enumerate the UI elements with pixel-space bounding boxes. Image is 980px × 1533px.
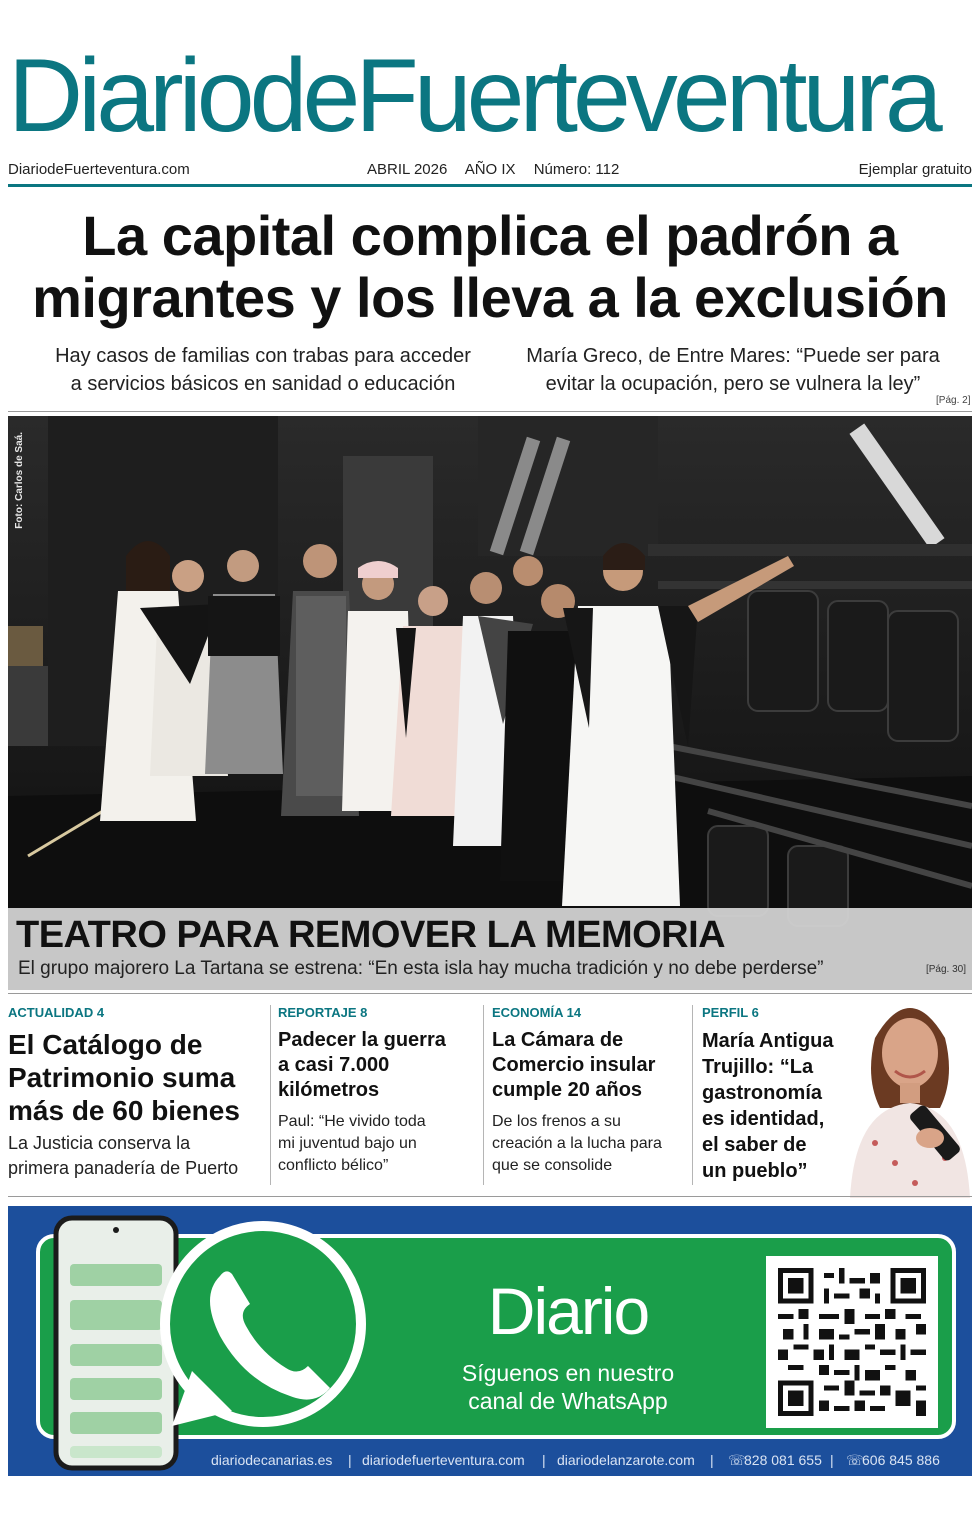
photo-subhead: El grupo majorero La Tartana se estrena: “En esta isla hay mucha tradición y no debe perderse” bbox=[18, 958, 824, 979]
ad-brand: Diario bbox=[487, 1274, 649, 1348]
footer-phone-2[interactable]: 606 845 886 bbox=[862, 1452, 940, 1468]
teaser-body-line: que se consolide bbox=[492, 1157, 613, 1174]
lead-headline-line: La capital complica el padrón a bbox=[82, 204, 898, 267]
teaser-title-line: María Antigua bbox=[702, 1030, 834, 1052]
lead-subhead-left bbox=[28, 342, 498, 398]
column-separator bbox=[270, 1005, 271, 1185]
footer-separator: | bbox=[710, 1452, 714, 1468]
profile-portrait bbox=[845, 983, 975, 1198]
lead-subhead-right bbox=[498, 342, 968, 398]
lead-divider bbox=[8, 411, 972, 412]
photo-divider bbox=[8, 993, 972, 994]
footer-separator: | bbox=[542, 1452, 546, 1468]
section-label: PERFIL 6 bbox=[702, 1005, 759, 1020]
teaser-perfil[interactable] bbox=[702, 1005, 852, 1185]
subhead-line: evitar la ocupación, pero se vulnera la ley” bbox=[545, 373, 921, 395]
section-label: ECONOMÍA 14 bbox=[492, 1005, 582, 1020]
masthead-divider bbox=[8, 184, 972, 187]
teaser-body bbox=[278, 1111, 478, 1177]
teaser-body-line: mi juventud bajo un bbox=[278, 1135, 417, 1152]
teaser-title-line: La Cámara de bbox=[492, 1029, 624, 1051]
column-separator bbox=[483, 1005, 484, 1185]
issue-number: Número: 112 bbox=[533, 161, 620, 178]
photo-headline[interactable]: TEATRO PARA REMOVER LA MEMORIA bbox=[16, 914, 726, 956]
footer-link-lanzarote[interactable]: diariodelanzarote.com bbox=[557, 1452, 695, 1468]
teaser-body bbox=[492, 1111, 687, 1177]
phone-icon: ☏ bbox=[728, 1452, 746, 1468]
ad-text-line: canal de WhatsApp bbox=[468, 1388, 668, 1414]
lead-headline[interactable] bbox=[8, 205, 972, 329]
teaser-body-line: Paul: “He vivido toda bbox=[278, 1113, 426, 1130]
qr-code-icon[interactable] bbox=[766, 1256, 938, 1428]
free-copy-label: Ejemplar gratuito bbox=[858, 161, 972, 178]
teaser-title bbox=[492, 1028, 687, 1103]
teaser-actualidad[interactable] bbox=[8, 1005, 268, 1185]
teaser-reportaje[interactable] bbox=[278, 1005, 478, 1185]
issue-info bbox=[367, 161, 633, 178]
column-separator bbox=[692, 1005, 693, 1185]
teaser-body bbox=[8, 1131, 268, 1181]
teaser-title-line: Padecer la guerra bbox=[278, 1029, 446, 1051]
teaser-title-line: El Catálogo de bbox=[8, 1029, 203, 1060]
teaser-title-line: es identidad, bbox=[702, 1108, 825, 1130]
teaser-title-line: Trujillo: “La bbox=[702, 1056, 814, 1078]
teaser-title bbox=[8, 1028, 268, 1127]
lead-headline-line: migrantes y los lleva a la exclusión bbox=[32, 266, 948, 329]
teaser-title-line: cumple 20 años bbox=[492, 1079, 643, 1101]
footer-phone-1[interactable]: 828 081 655 bbox=[744, 1452, 822, 1468]
photo-page-ref: [Pág. 30] bbox=[925, 964, 966, 975]
teaser-economia[interactable] bbox=[492, 1005, 687, 1185]
teaser-body-line: primera panadería de Puerto bbox=[8, 1158, 239, 1178]
teaser-title-line: gastronomía bbox=[702, 1082, 823, 1104]
teaser-body-line: La Justicia conserva la bbox=[8, 1133, 191, 1153]
subhead-line: a servicios básicos en sanidad o educación bbox=[70, 373, 456, 395]
teaser-title-line: Comercio insular bbox=[492, 1054, 656, 1076]
teaser-body-line: conflicto bélico” bbox=[278, 1157, 389, 1174]
whatsapp-ad[interactable] bbox=[8, 1206, 972, 1476]
footer-separator: | bbox=[348, 1452, 352, 1468]
subhead-line: Hay casos de familias con trabas para acceder bbox=[55, 345, 471, 367]
teaser-title-line: Patrimonio suma bbox=[8, 1062, 236, 1093]
lead-subheads bbox=[8, 342, 972, 402]
columns-divider bbox=[8, 1196, 972, 1197]
phone-icon: ☏ bbox=[846, 1452, 864, 1468]
subhead-line: María Greco, de Entre Mares: “Puede ser para bbox=[526, 345, 940, 367]
theater-photo-illustration bbox=[8, 416, 972, 990]
section-label: ACTUALIDAD 4 bbox=[8, 1005, 105, 1020]
teaser-body-line: creación a la lucha para bbox=[492, 1135, 662, 1152]
lead-page-ref: [Pág. 2] bbox=[936, 395, 971, 406]
ad-text-line: Síguenos en nuestro bbox=[461, 1360, 675, 1386]
teaser-title bbox=[278, 1028, 478, 1103]
issue-year: AÑO IX bbox=[464, 161, 516, 178]
teaser-title-line: un pueblo” bbox=[702, 1160, 808, 1182]
teaser-title-line: kilómetros bbox=[278, 1079, 380, 1101]
masthead-title: DiariodeFuerteventura bbox=[8, 38, 938, 154]
footer-link-fuerteventura[interactable]: diariodefuerteventura.com bbox=[362, 1452, 525, 1468]
teaser-title-line: el saber de bbox=[702, 1134, 807, 1156]
main-photo[interactable] bbox=[8, 416, 972, 990]
photo-credit: Foto: Carlos de Saá. bbox=[14, 432, 25, 529]
info-bar bbox=[8, 159, 972, 183]
ad-footer bbox=[8, 1450, 972, 1474]
masthead bbox=[8, 40, 972, 152]
footer-separator: | bbox=[830, 1452, 834, 1468]
photo-caption bbox=[8, 908, 972, 990]
teaser-title bbox=[702, 1028, 852, 1184]
whatsapp-icon bbox=[148, 1216, 378, 1446]
footer-link-canarias[interactable]: diariodecanarias.es bbox=[211, 1452, 333, 1468]
teaser-title-line: más de 60 bienes bbox=[8, 1095, 240, 1126]
site-url[interactable]: DiariodeFuerteventura.com bbox=[8, 161, 190, 178]
teaser-title-line: a casi 7.000 bbox=[278, 1054, 390, 1076]
teaser-body-line: De los frenos a su bbox=[492, 1113, 621, 1130]
issue-month: ABRIL 2026 bbox=[367, 161, 448, 178]
section-label: REPORTAJE 8 bbox=[278, 1005, 368, 1020]
